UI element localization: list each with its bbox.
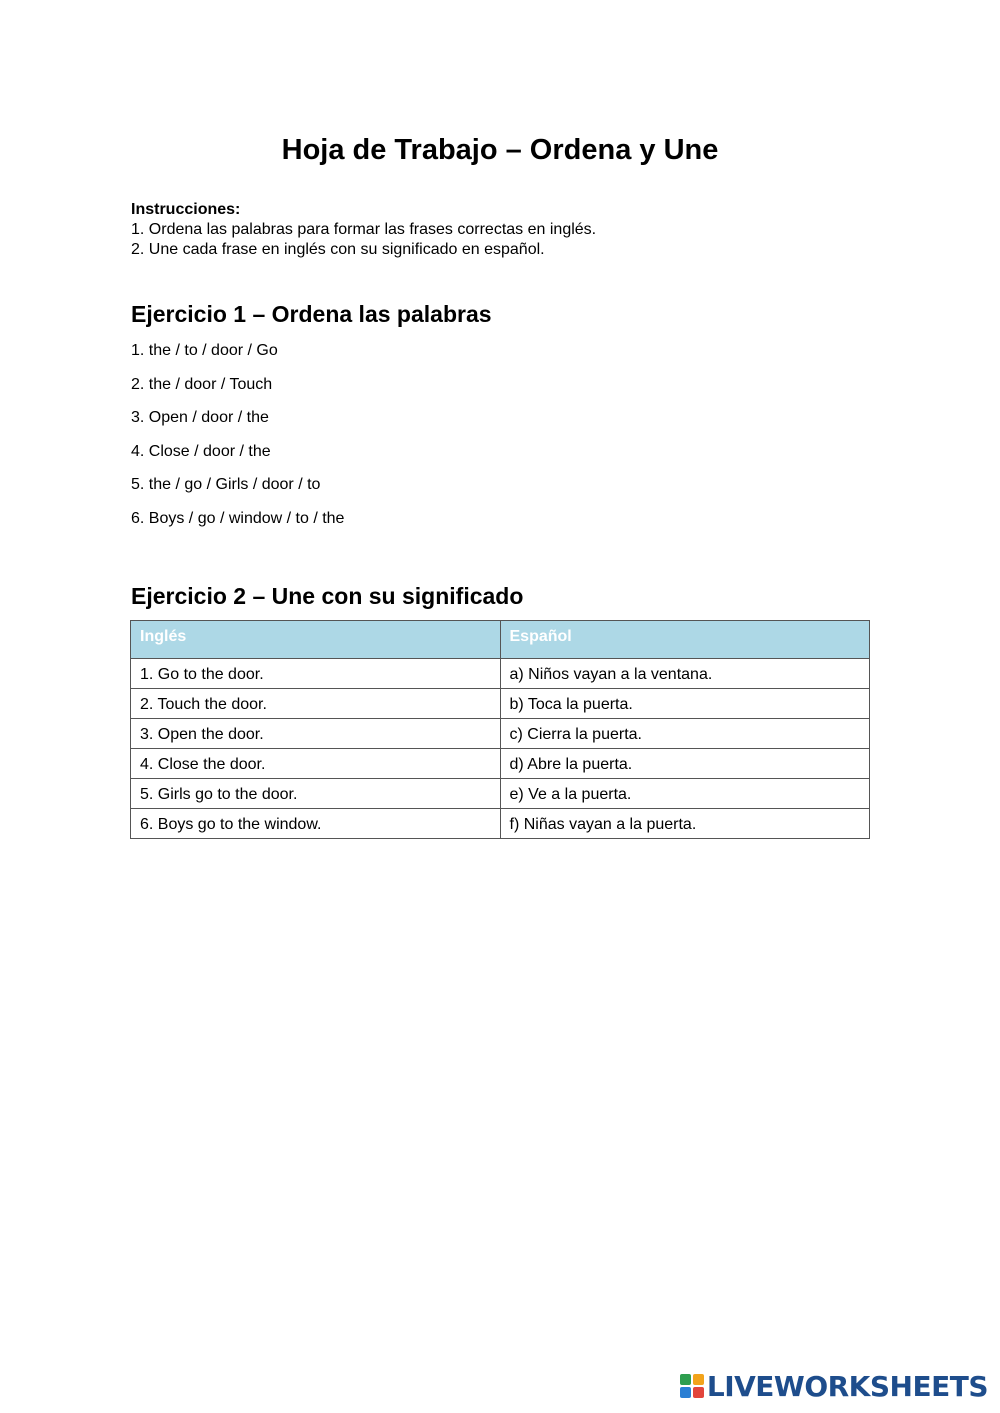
scrambled-sentence: 2. the / door / Touch	[131, 375, 273, 393]
table-row	[131, 809, 870, 839]
logo-square	[693, 1387, 704, 1398]
table-header-row	[131, 621, 870, 659]
page-title: Hoja de Trabajo – Ordena y Une	[281, 134, 719, 166]
spanish-meaning: d) Abre la puerta.	[500, 749, 870, 779]
logo-square	[680, 1387, 691, 1398]
logo-square	[680, 1374, 691, 1385]
matching-table	[130, 620, 870, 839]
instructions-label: Instrucciones:	[131, 201, 241, 218]
instruction-line: 1. Ordena las palabras para formar las frases correctas en inglés.	[131, 221, 597, 238]
spanish-meaning: b) Toca la puerta.	[500, 689, 870, 719]
table-row	[131, 749, 870, 779]
english-phrase: 4. Close the door.	[131, 749, 501, 779]
english-phrase: 3. Open the door.	[131, 719, 501, 749]
logo-text: LIVEWORKSHEETS	[706, 1369, 988, 1403]
logo-square	[693, 1374, 704, 1385]
scrambled-sentence: 6. Boys / go / window / to / the	[131, 509, 345, 527]
instructions	[131, 200, 596, 260]
spanish-meaning: a) Niños vayan a la ventana.	[500, 659, 870, 689]
exercise-2-heading: Ejercicio 2 – Une con su significado	[131, 583, 524, 609]
scrambled-sentence: 5. the / go / Girls / door / to	[131, 476, 321, 494]
english-phrase: 6. Boys go to the window.	[131, 809, 501, 839]
scrambled-sentence: 1. the / to / door / Go	[131, 342, 278, 359]
english-phrase: 1. Go to the door.	[131, 659, 501, 689]
spanish-meaning: e) Ve a la puerta.	[500, 779, 870, 809]
column-header-spanish: Español	[500, 621, 870, 659]
exercise-1-heading: Ejercicio 1 – Ordena las palabras	[131, 301, 492, 327]
english-phrase: 5. Girls go to the door.	[131, 779, 501, 809]
table-row	[131, 719, 870, 749]
table-row	[131, 659, 870, 689]
scrambled-sentence: 4. Close / door / the	[131, 442, 271, 460]
spanish-meaning: f) Niñas vayan a la puerta.	[500, 809, 870, 839]
spanish-meaning: c) Cierra la puerta.	[500, 719, 870, 749]
logo-mark-icon	[680, 1374, 704, 1398]
scrambled-sentence: 3. Open / door / the	[131, 409, 269, 427]
table-row	[131, 689, 870, 719]
instruction-line: 2. Une cada frase en inglés con su significado en español.	[131, 241, 545, 258]
english-phrase: 2. Touch the door.	[131, 689, 501, 719]
column-header-english: Inglés	[131, 621, 501, 659]
liveworksheets-logo	[680, 1371, 988, 1401]
exercise-1-list	[131, 341, 344, 543]
table-row	[131, 779, 870, 809]
